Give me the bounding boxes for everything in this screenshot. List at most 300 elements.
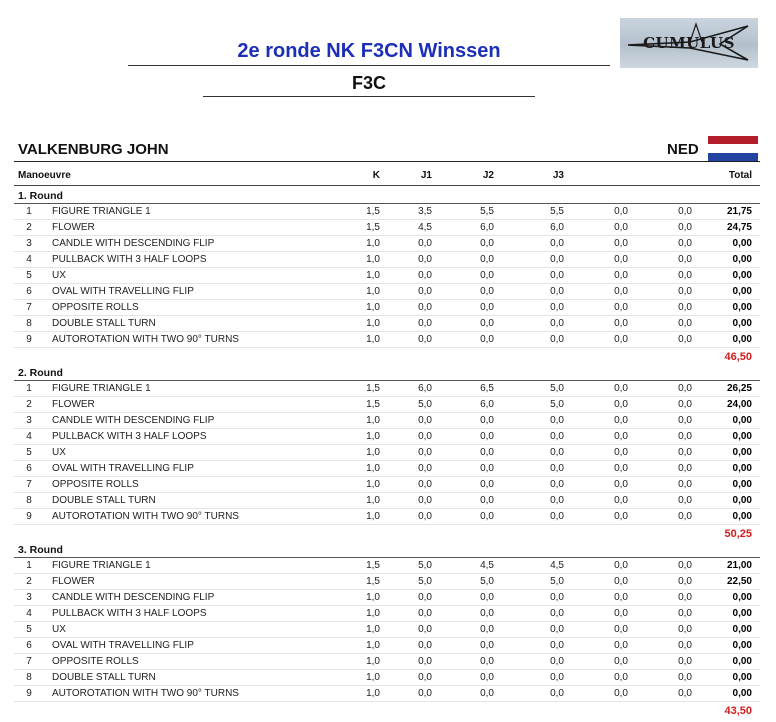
cumulus-logo [620,18,758,68]
logo-text: CUMULUS [643,34,735,52]
round-total-row [0,525,776,542]
flag-stripe-blue [708,153,758,161]
extra-score-1: 0,0 [614,383,628,394]
pilot-divider [14,161,760,162]
extra-score-1: 0,0 [614,334,628,345]
judge-2-score: 6,5 [480,383,494,394]
table-row [0,445,776,461]
judge-1-score: 0,0 [418,270,432,281]
judge-3-score: 0,0 [550,640,564,651]
round-total-row [0,348,776,365]
extra-score-2: 0,0 [678,672,692,683]
judge-2-score: 0,0 [480,640,494,651]
judge-2-score: 0,0 [480,479,494,490]
extra-score-1: 0,0 [614,463,628,474]
table-row [0,606,776,622]
table-row [0,429,776,445]
k-factor: 1,0 [366,238,380,249]
judge-1-score: 0,0 [418,592,432,603]
judge-3-score: 0,0 [550,479,564,490]
manoeuvre-name: OPPOSITE ROLLS [52,656,139,667]
column-manoeuvre: Manoeuvre [18,170,71,181]
judge-1-score: 0,0 [418,463,432,474]
judge-1-score: 0,0 [418,511,432,522]
judge-3-score: 0,0 [550,238,564,249]
extra-score-2: 0,0 [678,383,692,394]
judge-3-score: 0,0 [550,592,564,603]
manoeuvre-number: 7 [26,479,32,490]
judge-1-score: 0,0 [418,672,432,683]
table-row [0,332,776,348]
judge-1-score: 0,0 [418,624,432,635]
extra-score-2: 0,0 [678,254,692,265]
judge-2-score: 0,0 [480,592,494,603]
extra-score-2: 0,0 [678,592,692,603]
judge-1-score: 0,0 [418,640,432,651]
judge-3-score: 5,0 [550,576,564,587]
table-row [0,638,776,654]
table-row [0,204,776,220]
k-factor: 1,0 [366,656,380,667]
flag-stripe-red [708,136,758,144]
extra-score-2: 0,0 [678,495,692,506]
extra-score-1: 0,0 [614,672,628,683]
judge-2-score: 0,0 [480,286,494,297]
judge-1-score: 0,0 [418,447,432,458]
judge-2-score: 0,0 [480,415,494,426]
manoeuvre-total: 0,00 [732,270,752,281]
manoeuvre-number: 6 [26,286,32,297]
manoeuvre-number: 2 [26,399,32,410]
judge-3-score: 5,5 [550,206,564,217]
judge-1-score: 5,0 [418,399,432,410]
table-row [0,284,776,300]
k-factor: 1,0 [366,415,380,426]
manoeuvre-name: CANDLE WITH DESCENDING FLIP [52,592,215,603]
manoeuvre-name: PULLBACK WITH 3 HALF LOOPS [52,431,207,442]
manoeuvre-name: OVAL WITH TRAVELLING FLIP [52,286,194,297]
extra-score-2: 0,0 [678,206,692,217]
round-header [0,365,776,380]
extra-score-2: 0,0 [678,238,692,249]
manoeuvre-name: CANDLE WITH DESCENDING FLIP [52,238,215,249]
manoeuvre-number: 4 [26,254,32,265]
table-row [0,413,776,429]
class-divider [203,96,535,97]
manoeuvre-total: 0,00 [732,656,752,667]
extra-score-2: 0,0 [678,270,692,281]
extra-score-2: 0,0 [678,302,692,313]
round-label: 3. Round [18,544,63,556]
extra-score-1: 0,0 [614,399,628,410]
flag-stripe-white [708,144,758,152]
manoeuvre-total: 0,00 [732,302,752,313]
k-factor: 1,0 [366,286,380,297]
judge-3-score: 0,0 [550,286,564,297]
judge-3-score: 0,0 [550,254,564,265]
manoeuvre-number: 1 [26,560,32,571]
manoeuvre-name: UX [52,624,66,635]
manoeuvre-name: FLOWER [52,399,95,410]
extra-score-2: 0,0 [678,399,692,410]
manoeuvre-name: OPPOSITE ROLLS [52,479,139,490]
k-factor: 1,5 [366,576,380,587]
k-factor: 1,5 [366,383,380,394]
manoeuvre-name: AUTOROTATION WITH TWO 90° TURNS [52,334,239,345]
manoeuvre-name: FIGURE TRIANGLE 1 [52,383,151,394]
manoeuvre-number: 2 [26,576,32,587]
round-label: 2. Round [18,367,63,379]
manoeuvre-name: CANDLE WITH DESCENDING FLIP [52,415,215,426]
extra-score-1: 0,0 [614,576,628,587]
extra-score-1: 0,0 [614,688,628,699]
judge-3-score: 0,0 [550,608,564,619]
table-row [0,622,776,638]
table-row [0,236,776,252]
manoeuvre-number: 8 [26,495,32,506]
round-total: 46,50 [724,351,752,363]
judge-1-score: 0,0 [418,656,432,667]
manoeuvre-total: 0,00 [732,672,752,683]
judge-2-score: 4,5 [480,560,494,571]
manoeuvre-total: 0,00 [732,479,752,490]
round-total-row [0,702,776,719]
k-factor: 1,0 [366,254,380,265]
judge-3-score: 0,0 [550,511,564,522]
k-factor: 1,0 [366,302,380,313]
extra-score-2: 0,0 [678,640,692,651]
judge-3-score: 0,0 [550,495,564,506]
manoeuvre-number: 9 [26,688,32,699]
judge-2-score: 0,0 [480,238,494,249]
judge-2-score: 0,0 [480,431,494,442]
manoeuvre-total: 0,00 [732,431,752,442]
manoeuvre-number: 6 [26,463,32,474]
manoeuvre-total: 0,00 [732,640,752,651]
manoeuvre-number: 8 [26,672,32,683]
extra-score-1: 0,0 [614,254,628,265]
table-row [0,558,776,574]
manoeuvre-name: FIGURE TRIANGLE 1 [52,206,151,217]
pilot-country: NED [667,141,699,158]
round-header [0,188,776,203]
table-row [0,509,776,525]
table-row [0,493,776,509]
extra-score-1: 0,0 [614,286,628,297]
pilot-name: VALKENBURG JOHN [18,141,169,158]
k-factor: 1,5 [366,206,380,217]
table-row [0,590,776,606]
judge-2-score: 6,0 [480,222,494,233]
judge-3-score: 0,0 [550,656,564,667]
extra-score-2: 0,0 [678,576,692,587]
extra-score-2: 0,0 [678,560,692,571]
manoeuvre-name: PULLBACK WITH 3 HALF LOOPS [52,608,207,619]
judge-3-score: 0,0 [550,672,564,683]
manoeuvre-total: 21,00 [726,560,752,571]
manoeuvre-total: 22,50 [726,576,752,587]
judge-3-score: 5,0 [550,383,564,394]
extra-score-1: 0,0 [614,206,628,217]
manoeuvre-number: 3 [26,415,32,426]
judge-1-score: 0,0 [418,608,432,619]
judge-1-score: 0,0 [418,318,432,329]
manoeuvre-name: DOUBLE STALL TURN [52,672,156,683]
judge-2-score: 0,0 [480,463,494,474]
extra-score-2: 0,0 [678,415,692,426]
manoeuvre-name: FLOWER [52,222,95,233]
k-factor: 1,0 [366,463,380,474]
extra-score-2: 0,0 [678,431,692,442]
judge-1-score: 0,0 [418,495,432,506]
k-factor: 1,0 [366,624,380,635]
judge-3-score: 0,0 [550,431,564,442]
table-row [0,316,776,332]
manoeuvre-number: 4 [26,608,32,619]
k-factor: 1,5 [366,222,380,233]
manoeuvre-total: 0,00 [732,511,752,522]
judge-3-score: 0,0 [550,415,564,426]
manoeuvre-number: 6 [26,640,32,651]
judge-1-score: 6,0 [418,383,432,394]
judge-3-score: 0,0 [550,463,564,474]
extra-score-1: 0,0 [614,608,628,619]
table-row [0,477,776,493]
judge-2-score: 0,0 [480,672,494,683]
header-divider [14,185,760,186]
table-row [0,574,776,590]
manoeuvre-name: OVAL WITH TRAVELLING FLIP [52,640,194,651]
table-row [0,670,776,686]
round-label: 1. Round [18,190,63,202]
class-title: F3C [351,73,386,93]
k-factor: 1,0 [366,592,380,603]
manoeuvre-total: 21,75 [726,206,752,217]
judge-3-score: 0,0 [550,334,564,345]
judge-1-score: 0,0 [418,286,432,297]
extra-score-1: 0,0 [614,624,628,635]
judge-2-score: 0,0 [480,254,494,265]
extra-score-2: 0,0 [678,479,692,490]
table-row [0,220,776,236]
manoeuvre-total: 24,00 [726,399,752,410]
extra-score-1: 0,0 [614,238,628,249]
manoeuvre-number: 1 [26,383,32,394]
judge-3-score: 6,0 [550,222,564,233]
manoeuvre-name: PULLBACK WITH 3 HALF LOOPS [52,254,207,265]
table-row [0,381,776,397]
manoeuvre-number: 1 [26,206,32,217]
judge-2-score: 0,0 [480,495,494,506]
round-total: 43,50 [724,705,752,717]
judge-1-score: 0,0 [418,302,432,313]
table-row [0,686,776,702]
manoeuvre-name: AUTOROTATION WITH TWO 90° TURNS [52,688,239,699]
table-row [0,268,776,284]
table-row [0,397,776,413]
table-row [0,654,776,670]
table-row [0,300,776,316]
extra-score-2: 0,0 [678,608,692,619]
judge-1-score: 0,0 [418,254,432,265]
judge-2-score: 0,0 [480,688,494,699]
extra-score-1: 0,0 [614,511,628,522]
extra-score-1: 0,0 [614,495,628,506]
column-total: Total [728,170,752,181]
manoeuvre-number: 9 [26,334,32,345]
judge-2-score: 0,0 [480,624,494,635]
judge-1-score: 0,0 [418,334,432,345]
judge-2-score: 6,0 [480,399,494,410]
table-row [0,461,776,477]
manoeuvre-total: 0,00 [732,334,752,345]
k-factor: 1,0 [366,479,380,490]
extra-score-2: 0,0 [678,656,692,667]
manoeuvre-number: 5 [26,270,32,281]
k-factor: 1,0 [366,672,380,683]
judge-3-score: 0,0 [550,624,564,635]
manoeuvre-number: 7 [26,302,32,313]
manoeuvre-name: AUTOROTATION WITH TWO 90° TURNS [52,511,239,522]
judge-2-score: 0,0 [480,656,494,667]
k-factor: 1,0 [366,640,380,651]
table-row [0,252,776,268]
manoeuvre-number: 8 [26,318,32,329]
judge-3-score: 0,0 [550,302,564,313]
judge-2-score: 5,5 [480,206,494,217]
judge-3-score: 0,0 [550,688,564,699]
judge-3-score: 4,5 [550,560,564,571]
extra-score-1: 0,0 [614,656,628,667]
manoeuvre-total: 0,00 [732,286,752,297]
manoeuvre-number: 5 [26,624,32,635]
event-title: 2e ronde NK F3CN Winssen [237,40,501,62]
manoeuvre-total: 0,00 [732,254,752,265]
judge-3-score: 0,0 [550,318,564,329]
k-factor: 1,5 [366,560,380,571]
manoeuvre-name: DOUBLE STALL TURN [52,318,156,329]
manoeuvre-name: OVAL WITH TRAVELLING FLIP [52,463,194,474]
extra-score-2: 0,0 [678,511,692,522]
extra-score-2: 0,0 [678,447,692,458]
judge-1-score: 3,5 [418,206,432,217]
extra-score-1: 0,0 [614,592,628,603]
judge-3-score: 0,0 [550,447,564,458]
manoeuvre-name: FIGURE TRIANGLE 1 [52,560,151,571]
extra-score-1: 0,0 [614,318,628,329]
extra-score-2: 0,0 [678,222,692,233]
extra-score-1: 0,0 [614,222,628,233]
extra-score-1: 0,0 [614,415,628,426]
k-factor: 1,0 [366,495,380,506]
round-header [0,542,776,557]
manoeuvre-total: 0,00 [732,688,752,699]
manoeuvre-number: 3 [26,592,32,603]
k-factor: 1,0 [366,318,380,329]
manoeuvre-name: OPPOSITE ROLLS [52,302,139,313]
judge-2-score: 0,0 [480,318,494,329]
extra-score-2: 0,0 [678,463,692,474]
manoeuvre-number: 2 [26,222,32,233]
extra-score-2: 0,0 [678,318,692,329]
k-factor: 1,0 [366,608,380,619]
extra-score-2: 0,0 [678,334,692,345]
k-factor: 1,0 [366,688,380,699]
judge-1-score: 4,5 [418,222,432,233]
judge-1-score: 0,0 [418,479,432,490]
manoeuvre-number: 3 [26,238,32,249]
manoeuvre-total: 0,00 [732,495,752,506]
manoeuvre-total: 24,75 [726,222,752,233]
judge-2-score: 0,0 [480,447,494,458]
rounds-table [0,188,776,719]
round-total: 50,25 [724,528,752,540]
manoeuvre-number: 5 [26,447,32,458]
judge-3-score: 0,0 [550,270,564,281]
manoeuvre-total: 26,25 [726,383,752,394]
judge-1-score: 0,0 [418,431,432,442]
judge-1-score: 0,0 [418,415,432,426]
extra-score-2: 0,0 [678,286,692,297]
column-j1: J1 [420,170,432,181]
judge-2-score: 0,0 [480,302,494,313]
manoeuvre-name: FLOWER [52,576,95,587]
extra-score-1: 0,0 [614,640,628,651]
k-factor: 1,5 [366,399,380,410]
judge-2-score: 0,0 [480,511,494,522]
judge-2-score: 0,0 [480,608,494,619]
extra-score-1: 0,0 [614,479,628,490]
k-factor: 1,0 [366,431,380,442]
manoeuvre-name: DOUBLE STALL TURN [52,495,156,506]
k-factor: 1,0 [366,334,380,345]
judge-1-score: 0,0 [418,688,432,699]
extra-score-1: 0,0 [614,431,628,442]
manoeuvre-total: 0,00 [732,463,752,474]
column-j3: J3 [552,170,564,181]
manoeuvre-number: 4 [26,431,32,442]
extra-score-1: 0,0 [614,270,628,281]
manoeuvre-number: 9 [26,511,32,522]
column-j2: J2 [482,170,494,181]
judge-1-score: 5,0 [418,560,432,571]
manoeuvre-total: 0,00 [732,447,752,458]
extra-score-1: 0,0 [614,302,628,313]
judge-2-score: 0,0 [480,334,494,345]
judge-1-score: 0,0 [418,238,432,249]
extra-score-1: 0,0 [614,447,628,458]
manoeuvre-number: 7 [26,656,32,667]
column-header-row [0,170,776,183]
manoeuvre-total: 0,00 [732,415,752,426]
judge-2-score: 5,0 [480,576,494,587]
extra-score-2: 0,0 [678,688,692,699]
judge-2-score: 0,0 [480,270,494,281]
manoeuvre-name: UX [52,447,66,458]
column-k: K [372,170,380,181]
manoeuvre-total: 0,00 [732,592,752,603]
k-factor: 1,0 [366,270,380,281]
title-divider [128,65,610,66]
manoeuvre-total: 0,00 [732,608,752,619]
judge-3-score: 5,0 [550,399,564,410]
extra-score-2: 0,0 [678,624,692,635]
judge-1-score: 5,0 [418,576,432,587]
netherlands-flag-icon [708,136,758,161]
manoeuvre-total: 0,00 [732,318,752,329]
manoeuvre-total: 0,00 [732,624,752,635]
k-factor: 1,0 [366,447,380,458]
